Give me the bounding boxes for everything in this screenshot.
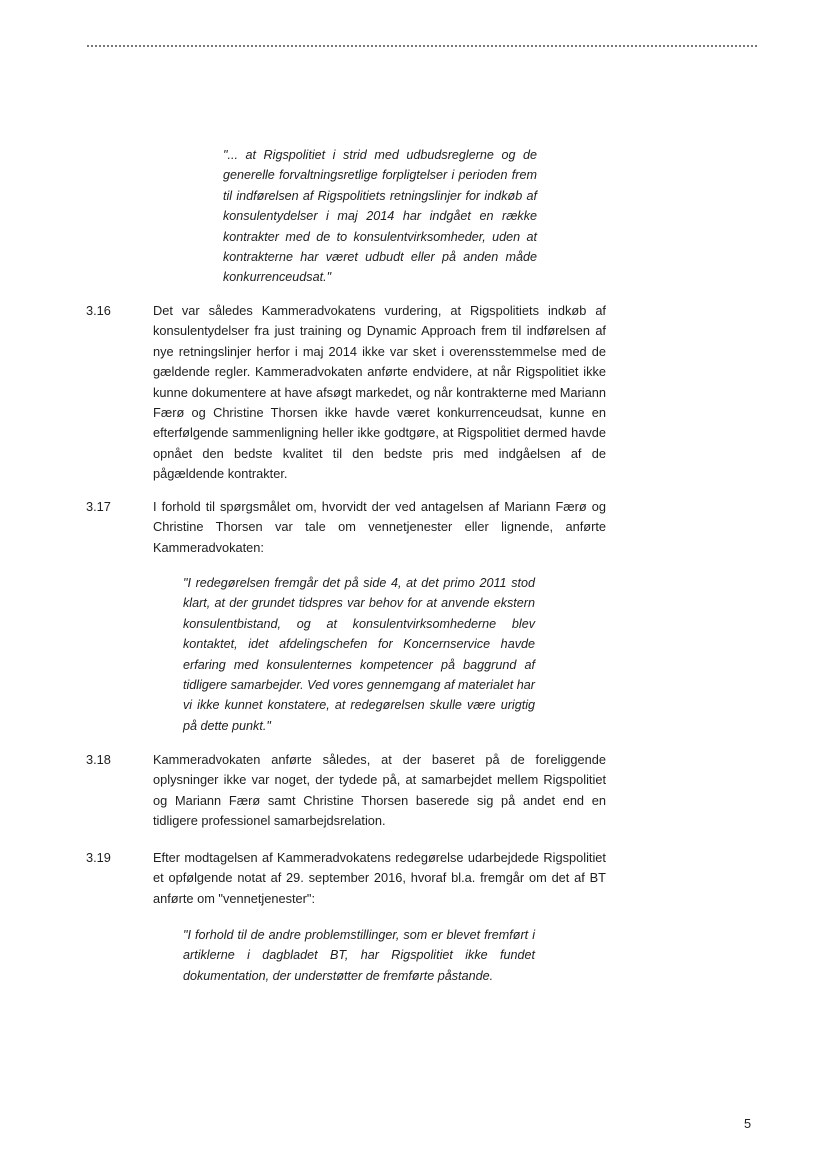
block-quote-2: "I redegørelsen fremgår det på side 4, at det primo 2011 stod klart, at der grundet tidspres var behov for at anvende ekstern konsulentbistand, og at konsulentvirksomhederne blev kontaktet, idet afdelingschefen for Koncernservice havde erfaring med konsulenternes kompetencer på baggrund af tidligere samarbejder. Ved vores gennemgang af materialet har vi ikke kunnet konstatere, at redegørelsen skulle være urigtig på dette punkt."	[183, 576, 535, 733]
page-number: 5	[744, 1116, 752, 1131]
paragraph-3-19: Efter modtagelsen af Kammeradvokatens redegørelse udarbejdede Rigspolitiet et opfølgende notat af 29. september 2016, hvoraf bl.a. fremgår om det af BT anførte om "vennetjenester":	[153, 850, 606, 906]
paragraph-3-17: I forhold til spørgsmålet om, hvorvidt der ved antagelsen af Mariann Færø og Christine Thorsen var tale om vennetjenester eller lignende, anførte Kammeradvokaten:	[153, 499, 606, 555]
block-quote-1: "... at Rigspolitiet i strid med udbudsreglerne og de generelle forvaltningsretlige forpligtelser i perioden frem til indførelsen af Rigspolitiets retningslinjer for indkøb af konsulentydelser i maj 2014 har indgået en række kontrakter med de to konsulentvirksomheder, uden at kontrakterne har været udbudt eller på anden måde konkurrenceudsat."	[223, 148, 537, 285]
paragraph-number-3-16: 3.16	[86, 303, 111, 318]
header-dotted-rule	[87, 45, 757, 47]
paragraph-number-3-18: 3.18	[86, 752, 111, 767]
paragraph-number-3-17: 3.17	[86, 499, 111, 514]
paragraph-3-18: Kammeradvokaten anførte således, at der baseret på de foreliggende oplysninger ikke var noget, der tydede på, at samarbejdet mellem Rigspolitiet og Mariann Færø samt Christine Thorsen baserede sig på andet end en tidligere professionel samarbejdsrelation.	[153, 752, 606, 829]
paragraph-3-16: Det var således Kammeradvokatens vurdering, at Rigspolitiets indkøb af konsulentydelser fra just training og Dynamic Approach frem til indførelsen af nye retningslinjer herfor i maj 2014 ikke var sket i overensstemmelse med de gældende regler. Kammeradvokaten anførte endvidere, at når Rigspolitiet ikke kunne dokumentere at have afsøgt markedet, og når kontrakterne med Mariann Færø og Christine Thorsen ikke havde været konkurrenceudsat, kunne en efterfølgende sammenligning heller ikke godtgøre, at Rigspolitiet dermed havde opnået den bedste kvalitet til den bedste pris med indgåelsen af de pågældende kontrakter.	[153, 303, 606, 482]
paragraph-number-3-19: 3.19	[86, 850, 111, 865]
block-quote-3: "I forhold til de andre problemstillinger, som er blevet fremført i artiklerne i dagbladet BT, har Rigspolitiet ikke fundet dokumentation, der understøtter de fremførte påstande.	[183, 928, 535, 983]
